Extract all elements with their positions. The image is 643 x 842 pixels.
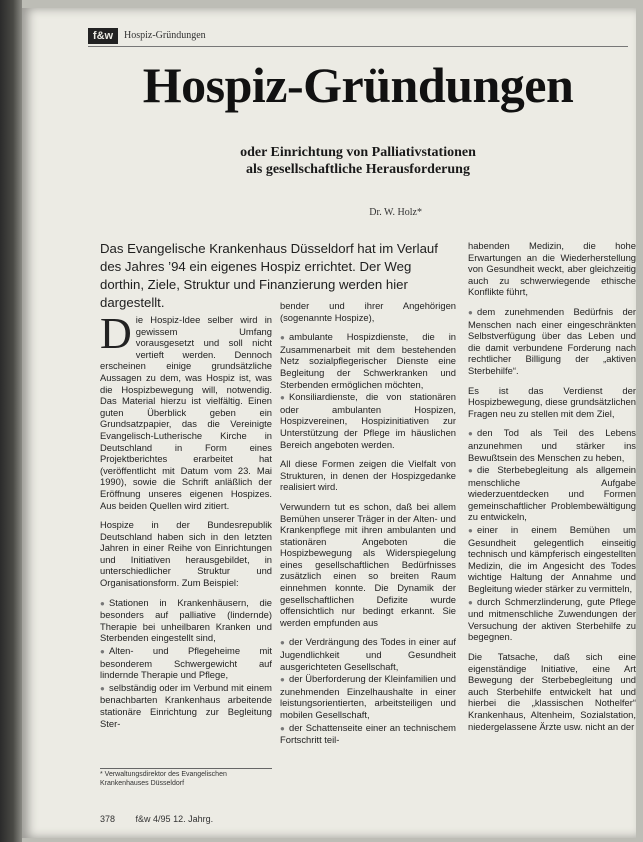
page-number: 378 (100, 814, 116, 824)
subtitle-line-2: als gesellschaftliche Herausforderung (246, 162, 470, 177)
bullet-list (468, 306, 636, 377)
bullet-icon: ● (468, 597, 473, 607)
page-footer (100, 814, 400, 824)
column-1 (100, 309, 272, 737)
list-item: ● selbständig oder im Verbund mit einem benachbarten Krankenhaus arbeitende stationäre Einrichtung zur Begleitung Ster- (100, 681, 272, 729)
bullet-list (100, 597, 272, 730)
list-item: ● einer in einem Bemühen um Gesundheit gelegentlich einseitig technisch und kämpferisch eingestellten Medizin, die im Angesicht des Todes wichtige Haltung der Annahme und Begleitung wieder stärker zu vermitteln, (468, 524, 636, 595)
bullet-icon: ● (468, 466, 473, 476)
paragraph: Die Tatsache, daß sich eine eigenständige Initiative, eine Art Bewegung der Sterbebegleitung und auch Sterbehilfe entwickelt hat und hierbei die „klassischen Nothelfer“ Krankenhaus, Altenheim, Sozialstation, niedergelassene Ärzte usw. nicht an der (468, 651, 636, 732)
list-item: ● der Verdrängung des Todes in einer auf Jugendlichkeit und Gesundheit ausgerichteten Gesellschaft, (280, 636, 456, 672)
bullet-icon: ● (280, 638, 285, 648)
bullet-icon: ● (100, 598, 105, 608)
bullet-icon: ● (280, 393, 285, 403)
article-title: Hospiz-Gründungen (142, 57, 574, 113)
paragraph: Es ist das Verdienst der Hospizbewegung, diese grundsätzlichen Fragen neu zu stellen mit dem Ziel, (468, 384, 636, 419)
list-item: ● dem zunehmenden Bedürfnis der Menschen nach einer eingeschränkten Selbstverfügung über das Leben und die damit verbundene Forderung nach rechtlicher Billigung der „aktiven Sterbehilfe“. (468, 305, 636, 376)
drop-cap: D (100, 309, 132, 358)
list-item: ● durch Schmerzlinderung, gute Pflege und mitmenschliche Zuwendungen der Versuchung der aktiven Sterbehilfe zu begegnen. (468, 595, 636, 643)
bullet-icon: ● (280, 675, 285, 685)
list-item: ● Alten- und Pflegeheime mit besonderem Schwergewicht auf lindernde Therapie und Pflege, (100, 645, 272, 681)
bullet-icon: ● (468, 307, 473, 317)
bullet-icon: ● (280, 723, 285, 733)
paragraph: Verwundern tut es schon, daß bei allem Bemühen unserer Träger in der Alten- und Krankenpflege mit ihren ambulanten und stationären Angeboten die Hospizbewegung als Widerspiegelung eines gesellschaftlichen Bedürfnisses zusätzlich einen so breiten Raum einnehmen konnte. Die Dynamik der gesellschaftlichen Defizite wurde offensichtlich nur bedingt erkannt. Sie werden empfunden aus (280, 500, 456, 628)
paragraph: Hospize in der Bundesrepublik Deutschland haben sich in den letzten Jahren in einer Reihe von Einrichtungen und Initiativen herausgebildet, in unterschiedlicher Struktur und Organisationsform. Zum Beispiel: (100, 519, 272, 589)
subtitle-line-1: oder Einrichtung von Palliativstationen (240, 145, 476, 160)
bullet-icon: ● (100, 647, 105, 657)
bullet-icon: ● (100, 683, 105, 693)
paragraph: habenden Medizin, die hohe Erwartungen an die Wiederherstellung von Gesundheit weckt, aber gleichzeitig auch zu schwerwiegende ethische Konflikte führt, (468, 240, 636, 298)
running-head (88, 28, 628, 47)
list-item: ● den Tod als Teil des Lebens anzunehmen und stärker ins Bewußtsein des Menschen zu heben, (468, 427, 636, 463)
author-byline: Dr. W. Holz* (369, 207, 422, 218)
book-binding (0, 0, 22, 842)
article-subtitle (88, 144, 628, 178)
intro-paragraph (100, 309, 272, 511)
bullet-list (280, 331, 456, 450)
list-item: ● ambulante Hospizdienste, die in Zusammenarbeit mit dem bestehenden Netz sozialpflegerischer Dienste eine Begleitung der Schwerkranken und Sterbenden ermöglichen möchten, (280, 331, 456, 390)
list-item: ● der Schattenseite einer an technischem Fortschritt teil- (280, 721, 456, 746)
running-title: Hospiz-Gründungen (124, 30, 206, 41)
paragraph: All diese Formen zeigen die Vielfalt von Strukturen, in denen der Hospizgedanke realisiert wird. (280, 458, 456, 493)
list-item: ● Konsiliardienste, die von stationären oder ambulanten Hospizen, Hospizvereinen, Hospizinitiativen zur Unterstützung der Pflege im häuslichen Bereich angeboten werden. (280, 391, 456, 450)
list-item: ● Stationen in Krankenhäusern, die besonders auf palliative (lindernde) Therapie bei unheilbaren Kranken und Sterbenden eingestellt sind, (100, 596, 272, 644)
journal-logo: f&w (88, 28, 118, 44)
magazine-page (22, 8, 636, 838)
bullet-list (280, 636, 456, 745)
lead-paragraph: Das Evangelische Krankenhaus Düsseldorf hat im Verlauf des Jahres ’94 ein eigenes Hospiz errichtet. Der Weg dorthin, Ziele, Struktur und Finanzierung werden hier dargestellt. (100, 241, 438, 310)
intro-text: ie Hospiz-Idee selber wird in gewissem Umfang vorausgesetzt und soll nicht vertieft werden. Dennoch erscheinen einige grundsätzliche Aussagen zu dem, was Hospiz ist, was die Hospizbewegung will, notwendig. Das Material hierzu ist vielfältig. Einen guten Überblick geben ein Grundsatzpapier, das die Vereinigte Evangelisch-Lutherische Kirche in Deutschland in Form eines Projektberichtes erarbeitet hat (veröffentlicht mit Datum vom 23. Mai 1990), sowie die Schrift anläßlich der Eröffnung unseres eigenen Hospizes. Aus beiden Quellen wird zitiert. (100, 314, 272, 511)
list-item: ● die Sterbebegleitung als allgemein menschliche Aufgabe wiederzuentdecken und Formen gemeinschaftlicher Problembewältigung zu entwickeln, (468, 464, 636, 523)
bullet-icon: ● (468, 429, 473, 439)
bullet-list (468, 427, 636, 643)
bullet-icon: ● (468, 526, 473, 536)
footnote: * Verwaltungsdirektor des Evangelischen Krankenhauses Düsseldorf (100, 768, 272, 788)
column-3 (468, 240, 636, 740)
list-item: ● der Überforderung der Kleinfamilien und zunehmenden Einzelhaushalte in einer leistungsorientierten, arbeitsteiligen und mobilen Gesellschaft, (280, 673, 456, 720)
issue-info: f&w 4/95 12. Jahrg. (135, 814, 214, 824)
column-2 (280, 300, 456, 754)
paragraph: bender und ihrer Angehörigen (sogenannte Hospize), (280, 300, 456, 323)
bullet-icon: ● (280, 333, 285, 343)
